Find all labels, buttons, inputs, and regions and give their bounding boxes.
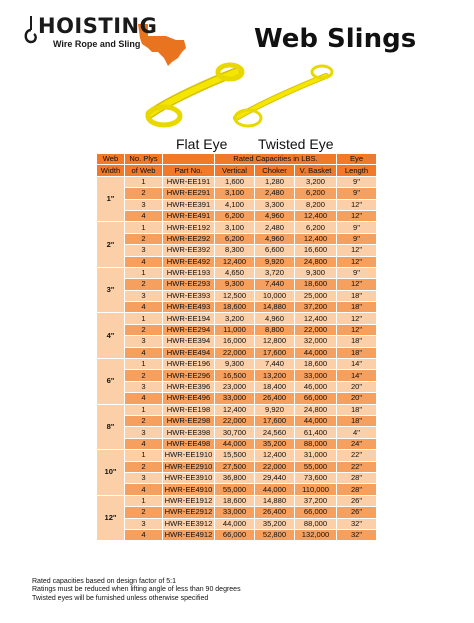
twisted-eye-sling-image — [235, 66, 332, 126]
vertical-cell: 9,300 — [215, 279, 255, 290]
basket-cell: 12,400 — [295, 210, 337, 221]
eye-cell: 14" — [337, 370, 377, 381]
choker-cell: 52,800 — [255, 529, 295, 540]
vertical-cell: 6,200 — [215, 233, 255, 244]
eye-cell: 14" — [337, 359, 377, 370]
eye-cell: 20" — [337, 381, 377, 392]
basket-cell: 22,000 — [295, 324, 337, 335]
table-row — [97, 347, 377, 358]
basket-cell: 18,600 — [295, 279, 337, 290]
eye-cell: 12" — [337, 324, 377, 335]
choker-cell: 2,480 — [255, 222, 295, 233]
part-cell: HWR-EE294 — [163, 324, 215, 335]
part-cell: HWR-EE194 — [163, 313, 215, 324]
vertical-cell: 16,500 — [215, 370, 255, 381]
ply-cell: 1 — [125, 450, 163, 461]
part-cell: HWR-EE393 — [163, 290, 215, 301]
eye-cell: 4" — [337, 427, 377, 438]
table-row — [97, 290, 377, 301]
basket-cell: 8,200 — [295, 199, 337, 210]
ply-cell: 1 — [125, 495, 163, 506]
choker-cell: 10,000 — [255, 290, 295, 301]
table-row — [97, 370, 377, 381]
vertical-cell: 15,500 — [215, 450, 255, 461]
ply-cell: 2 — [125, 415, 163, 426]
basket-cell: 37,200 — [295, 302, 337, 313]
header-plys-1: No. Plys — [125, 154, 163, 165]
vertical-cell: 36,800 — [215, 472, 255, 483]
choker-cell: 9,920 — [255, 256, 295, 267]
web-width-cell: 2" — [97, 222, 125, 268]
ply-cell: 4 — [125, 302, 163, 313]
eye-cell: 9" — [337, 233, 377, 244]
eye-cell: 20" — [337, 393, 377, 404]
part-cell: HWR-EE4912 — [163, 529, 215, 540]
basket-cell: 33,000 — [295, 370, 337, 381]
ply-cell: 3 — [125, 245, 163, 256]
part-cell: HWR-EE498 — [163, 438, 215, 449]
basket-cell: 25,000 — [295, 290, 337, 301]
header-eye-2: Length — [337, 165, 377, 176]
basket-cell: 18,600 — [295, 359, 337, 370]
ply-cell: 3 — [125, 472, 163, 483]
eye-cell: 28" — [337, 472, 377, 483]
ply-cell: 4 — [125, 210, 163, 221]
basket-cell: 66,000 — [295, 507, 337, 518]
table-row — [97, 495, 377, 506]
part-cell: HWR-EE494 — [163, 347, 215, 358]
web-width-cell: 10" — [97, 450, 125, 496]
web-width-cell: 12" — [97, 495, 125, 541]
page-title: Web Slings — [254, 24, 417, 54]
vertical-cell: 3,100 — [215, 222, 255, 233]
logo-wordmark: HOISTING — [38, 14, 158, 38]
twisted-eye-label: Twisted Eye — [258, 136, 334, 152]
choker-cell: 1,280 — [255, 176, 295, 187]
table-row — [97, 393, 377, 404]
basket-cell: 6,200 — [295, 188, 337, 199]
web-sling-specs-table — [96, 153, 377, 541]
vertical-cell: 3,100 — [215, 188, 255, 199]
part-cell: HWR-EE192 — [163, 222, 215, 233]
eye-cell: 18" — [337, 290, 377, 301]
basket-cell: 32,000 — [295, 336, 337, 347]
part-cell: HWR-EE191 — [163, 176, 215, 187]
basket-cell: 6,200 — [295, 222, 337, 233]
eye-cell: 22" — [337, 450, 377, 461]
part-cell: HWR-EE291 — [163, 188, 215, 199]
ply-cell: 4 — [125, 393, 163, 404]
table-row — [97, 233, 377, 244]
ply-cell: 1 — [125, 176, 163, 187]
table-row — [97, 188, 377, 199]
vertical-cell: 12,400 — [215, 256, 255, 267]
table-row — [97, 336, 377, 347]
basket-cell: 61,400 — [295, 427, 337, 438]
web-width-cell: 8" — [97, 404, 125, 450]
specs-table-body — [97, 176, 377, 541]
part-cell: HWR-EE398 — [163, 427, 215, 438]
eye-cell: 24" — [337, 438, 377, 449]
eye-cell: 12" — [337, 256, 377, 267]
basket-cell: 3,200 — [295, 176, 337, 187]
basket-cell: 31,000 — [295, 450, 337, 461]
ply-cell: 3 — [125, 518, 163, 529]
table-row — [97, 245, 377, 256]
part-cell: HWR-EE296 — [163, 370, 215, 381]
header-web-width-2: Width — [97, 165, 125, 176]
part-cell: HWR-EE492 — [163, 256, 215, 267]
table-row — [97, 279, 377, 290]
web-width-cell: 1" — [97, 176, 125, 222]
eye-cell: 12" — [337, 313, 377, 324]
table-row — [97, 302, 377, 313]
footnotes — [32, 578, 241, 603]
table-row — [97, 507, 377, 518]
eye-cell: 9" — [337, 222, 377, 233]
choker-cell: 3,720 — [255, 267, 295, 278]
vertical-cell: 12,400 — [215, 404, 255, 415]
header-choker: Choker — [255, 165, 295, 176]
choker-cell: 9,920 — [255, 404, 295, 415]
vertical-cell: 23,000 — [215, 381, 255, 392]
table-row — [97, 461, 377, 472]
part-cell: HWR-EE491 — [163, 210, 215, 221]
vertical-cell: 22,000 — [215, 415, 255, 426]
ply-cell: 1 — [125, 222, 163, 233]
table-row — [97, 267, 377, 278]
eye-cell: 12" — [337, 245, 377, 256]
footnote-lifting-angle: Ratings must be reduced when lifting angle of less than 90 degrees — [32, 586, 241, 594]
web-sling-images — [140, 60, 340, 134]
basket-cell: 55,000 — [295, 461, 337, 472]
choker-cell: 22,000 — [255, 461, 295, 472]
eye-cell: 26" — [337, 507, 377, 518]
header-part-no: Part No. — [163, 165, 215, 176]
vertical-cell: 66,000 — [215, 529, 255, 540]
choker-cell: 12,400 — [255, 450, 295, 461]
basket-cell: 73,600 — [295, 472, 337, 483]
basket-cell: 12,400 — [295, 233, 337, 244]
logo-tagline: Wire Rope and Sling — [53, 39, 141, 49]
ply-cell: 1 — [125, 404, 163, 415]
table-row — [97, 415, 377, 426]
vertical-cell: 3,200 — [215, 313, 255, 324]
ply-cell: 2 — [125, 507, 163, 518]
web-width-cell: 6" — [97, 359, 125, 405]
table-row — [97, 199, 377, 210]
part-cell: HWR-EE298 — [163, 415, 215, 426]
choker-cell: 4,960 — [255, 210, 295, 221]
ply-cell: 4 — [125, 484, 163, 495]
table-row — [97, 438, 377, 449]
choker-cell: 17,600 — [255, 347, 295, 358]
basket-cell: 24,800 — [295, 404, 337, 415]
choker-cell: 44,000 — [255, 484, 295, 495]
ply-cell: 1 — [125, 359, 163, 370]
vertical-cell: 27,500 — [215, 461, 255, 472]
table-row — [97, 427, 377, 438]
ply-cell: 4 — [125, 438, 163, 449]
basket-cell: 88,000 — [295, 518, 337, 529]
part-cell: HWR-EE1910 — [163, 450, 215, 461]
vertical-cell: 11,000 — [215, 324, 255, 335]
vertical-cell: 55,000 — [215, 484, 255, 495]
basket-cell: 24,800 — [295, 256, 337, 267]
table-row — [97, 359, 377, 370]
part-cell: HWR-EE3912 — [163, 518, 215, 529]
part-cell: HWR-EE1912 — [163, 495, 215, 506]
vertical-cell: 4,100 — [215, 199, 255, 210]
choker-cell: 13,200 — [255, 370, 295, 381]
eye-cell: 18" — [337, 336, 377, 347]
vertical-cell: 8,300 — [215, 245, 255, 256]
ply-cell: 2 — [125, 324, 163, 335]
basket-cell: 44,000 — [295, 415, 337, 426]
part-cell: HWR-EE292 — [163, 233, 215, 244]
choker-cell: 14,880 — [255, 495, 295, 506]
part-cell: HWR-EE396 — [163, 381, 215, 392]
table-row — [97, 404, 377, 415]
choker-cell: 12,800 — [255, 336, 295, 347]
ply-cell: 4 — [125, 347, 163, 358]
table-row — [97, 518, 377, 529]
choker-cell: 26,400 — [255, 393, 295, 404]
eye-cell: 9" — [337, 267, 377, 278]
part-cell: HWR-EE196 — [163, 359, 215, 370]
ply-cell: 2 — [125, 461, 163, 472]
eye-cell: 18" — [337, 404, 377, 415]
table-row — [97, 450, 377, 461]
vertical-cell: 22,000 — [215, 347, 255, 358]
header-part-blank — [163, 154, 215, 165]
footnote-design-factor: Rated capacities based on design factor of 5:1 — [32, 578, 176, 585]
vertical-cell: 33,000 — [215, 393, 255, 404]
choker-cell: 18,400 — [255, 381, 295, 392]
ply-cell: 4 — [125, 256, 163, 267]
header-plys-2: of Web — [125, 165, 163, 176]
header-rated-capacities: Rated Capacities in LBS. — [215, 154, 337, 165]
choker-cell: 3,300 — [255, 199, 295, 210]
basket-cell: 16,600 — [295, 245, 337, 256]
table-row — [97, 222, 377, 233]
choker-cell: 7,440 — [255, 359, 295, 370]
choker-cell: 35,200 — [255, 438, 295, 449]
choker-cell: 14,880 — [255, 302, 295, 313]
vertical-cell: 33,000 — [215, 507, 255, 518]
choker-cell: 35,200 — [255, 518, 295, 529]
ply-cell: 3 — [125, 427, 163, 438]
choker-cell: 17,600 — [255, 415, 295, 426]
part-cell: HWR-EE394 — [163, 336, 215, 347]
vertical-cell: 4,650 — [215, 267, 255, 278]
eye-cell: 12" — [337, 210, 377, 221]
part-cell: HWR-EE3910 — [163, 472, 215, 483]
table-row — [97, 324, 377, 335]
eye-cell: 12" — [337, 279, 377, 290]
part-cell: HWR-EE2912 — [163, 507, 215, 518]
choker-cell: 2,480 — [255, 188, 295, 199]
table-row — [97, 381, 377, 392]
choker-cell: 7,440 — [255, 279, 295, 290]
eye-cell: 18" — [337, 347, 377, 358]
basket-cell: 88,000 — [295, 438, 337, 449]
table-row — [97, 313, 377, 324]
choker-cell: 4,960 — [255, 233, 295, 244]
vertical-cell: 18,600 — [215, 495, 255, 506]
vertical-cell: 18,600 — [215, 302, 255, 313]
basket-cell: 12,400 — [295, 313, 337, 324]
choker-cell: 26,400 — [255, 507, 295, 518]
basket-cell: 44,000 — [295, 347, 337, 358]
choker-cell: 8,800 — [255, 324, 295, 335]
vertical-cell: 44,000 — [215, 438, 255, 449]
part-cell: HWR-EE392 — [163, 245, 215, 256]
eye-cell: 18" — [337, 415, 377, 426]
choker-cell: 4,960 — [255, 313, 295, 324]
basket-cell: 46,000 — [295, 381, 337, 392]
ply-cell: 1 — [125, 313, 163, 324]
part-cell: HWR-EE193 — [163, 267, 215, 278]
footnote-twisted-eyes: Twisted eyes will be furnished unless otherwise specified — [32, 594, 209, 602]
table-row — [97, 210, 377, 221]
part-cell: HWR-EE4910 — [163, 484, 215, 495]
ply-cell: 3 — [125, 336, 163, 347]
vertical-cell: 12,500 — [215, 290, 255, 301]
header-v-basket: V. Basket — [295, 165, 337, 176]
choker-cell: 29,440 — [255, 472, 295, 483]
basket-cell: 132,000 — [295, 529, 337, 540]
vertical-cell: 6,200 — [215, 210, 255, 221]
part-cell: HWR-EE293 — [163, 279, 215, 290]
vertical-cell: 1,600 — [215, 176, 255, 187]
header-vertical: Vertical — [215, 165, 255, 176]
eye-cell: 9" — [337, 188, 377, 199]
ply-cell: 1 — [125, 267, 163, 278]
part-cell: HWR-EE496 — [163, 393, 215, 404]
basket-cell: 37,200 — [295, 495, 337, 506]
table-row — [97, 176, 377, 187]
web-width-cell: 3" — [97, 267, 125, 313]
eye-cell: 32" — [337, 518, 377, 529]
ply-cell: 3 — [125, 199, 163, 210]
ply-cell: 4 — [125, 529, 163, 540]
header-eye-1: Eye — [337, 154, 377, 165]
basket-cell: 9,300 — [295, 267, 337, 278]
ply-cell: 2 — [125, 188, 163, 199]
vertical-cell: 30,700 — [215, 427, 255, 438]
eye-cell: 26" — [337, 495, 377, 506]
eye-cell: 22" — [337, 461, 377, 472]
basket-cell: 66,000 — [295, 393, 337, 404]
ply-cell: 3 — [125, 381, 163, 392]
basket-cell: 110,000 — [295, 484, 337, 495]
eye-cell: 28" — [337, 484, 377, 495]
web-width-cell: 4" — [97, 313, 125, 359]
flat-eye-sling-image — [148, 65, 242, 125]
ply-cell: 2 — [125, 279, 163, 290]
vertical-cell: 9,300 — [215, 359, 255, 370]
choker-cell: 24,560 — [255, 427, 295, 438]
table-row — [97, 472, 377, 483]
vertical-cell: 16,000 — [215, 336, 255, 347]
ply-cell: 2 — [125, 370, 163, 381]
flat-eye-label: Flat Eye — [176, 136, 228, 152]
part-cell: HWR-EE2910 — [163, 461, 215, 472]
eye-cell: 9" — [337, 176, 377, 187]
header-web-width-1: Web — [97, 154, 125, 165]
part-cell: HWR-EE198 — [163, 404, 215, 415]
part-cell: HWR-EE391 — [163, 199, 215, 210]
eye-cell: 18" — [337, 302, 377, 313]
ply-cell: 2 — [125, 233, 163, 244]
eye-cell: 12" — [337, 199, 377, 210]
eye-cell: 32" — [337, 529, 377, 540]
table-row — [97, 484, 377, 495]
table-row — [97, 529, 377, 540]
table-row — [97, 256, 377, 267]
ply-cell: 3 — [125, 290, 163, 301]
choker-cell: 6,600 — [255, 245, 295, 256]
vertical-cell: 44,000 — [215, 518, 255, 529]
part-cell: HWR-EE493 — [163, 302, 215, 313]
